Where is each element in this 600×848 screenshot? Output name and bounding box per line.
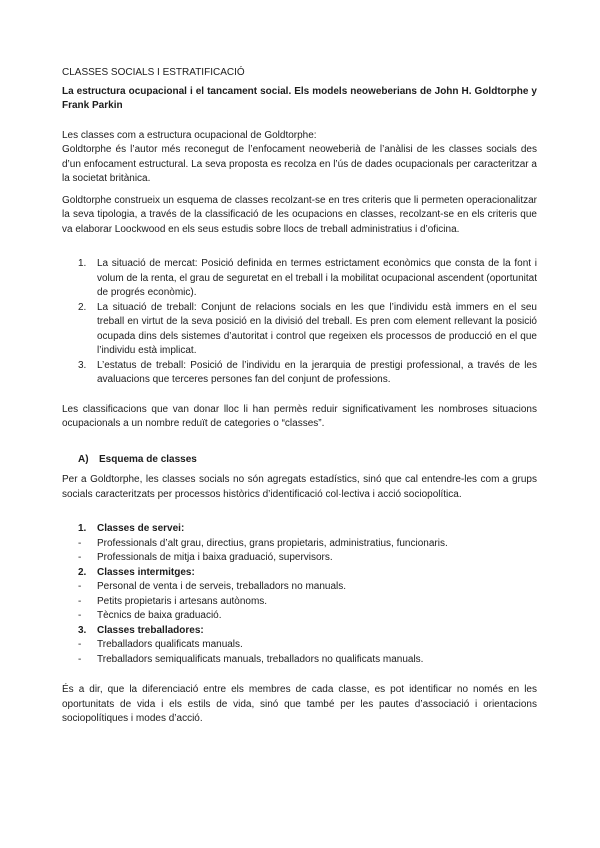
list-number: 1.: [78, 258, 87, 269]
bullet-dash: -: [78, 595, 82, 607]
class-group-item: [78, 638, 537, 653]
section-title: Esquema de classes: [99, 453, 197, 465]
class-item-text: Treballadors semiqualificats manuals, treballadors no qualificats manuals.: [97, 653, 424, 665]
criteria-list: [62, 257, 537, 388]
class-group-title: Classes de servei:: [97, 523, 185, 534]
classification-paragraph: Les classificacions que van donar lloc li han permès reduir significativament les nombroses situacions ocupacionals a un nombre reduït de categories o “classes”.: [62, 403, 537, 429]
intro-lead: Les classes com a estructura ocupacional de Goldtorphe:: [62, 129, 317, 141]
class-group-item: [78, 653, 537, 668]
scheme-paragraph: Goldtorphe construeix un esquema de classes recolzant-se en tres criteris que li permeten operacionalitzar la seva tipologia, a través de la classificació de les ocupacions en classes, recolzant-se en els criteris que va elaborar Loockwood en els seus estudis sobre llocs de treball administratius i d’oficina.: [62, 194, 537, 235]
class-group-title: Classes treballadores:: [97, 624, 204, 636]
document-title: La estructura ocupacional i el tancament social. Els models neoweberians de John H. Goldtorphe y Frank Parkin: [62, 85, 537, 111]
closing-paragraph: És a dir, que la diferenciació entre els membres de cada classe, es pot identificar no només en les oportunitats de vida i els estils de vida, sinó que també per les pautes d’associació i orientacions sociopolítiques i modes d’acció.: [62, 684, 537, 724]
list-number: 2.: [78, 301, 87, 313]
list-number: 2.: [78, 566, 87, 578]
class-group-item: [78, 551, 537, 566]
class-group-item: [78, 537, 537, 552]
class-group-heading: [78, 522, 537, 537]
intro-body: Goldtorphe és l’autor més reconegut de l’enfocament neoweberià de l’anàlisi de les classes socials des d’un enfocament estructural. La seva proposta es recolza en l’ús de dades ocupacionals per caracteritzar a la societat britànica.: [62, 144, 537, 184]
bullet-dash: -: [78, 581, 82, 592]
criteria-text: La situació de treball: Conjunt de relacions socials en les que l’individu està immers en el seu treball en virtut de la seva posició en la divisió del treball. Es pren com element rellevant la posició ocupada dins dels sistemes d’autoritat i control que regeixen els processos de producció en el que l’individu està implicat.: [97, 301, 537, 356]
class-item-text: Treballadors qualificats manuals.: [97, 639, 243, 650]
criteria-text: La situació de mercat: Posició definida en termes estrictament econòmics que consta de la font i volum de la renta, el grau de seguretat en el treball i la mobilitat ocupacional ascendent (oportunitat de progrés econòmic).: [97, 258, 537, 298]
list-number: 3.: [78, 624, 87, 636]
bullet-dash: -: [78, 610, 82, 621]
class-group-item: [78, 595, 537, 610]
class-item-text: Professionals de mitja i baixa graduació, supervisors.: [97, 552, 333, 563]
class-scheme-list: [62, 522, 537, 667]
bullet-dash: -: [78, 552, 82, 563]
section-marker: A): [78, 453, 89, 465]
class-group-item: [78, 609, 537, 624]
class-item-text: Petits propietaris i artesans autònoms.: [97, 595, 268, 607]
class-group-heading: [78, 624, 537, 639]
class-item-text: Personal de venta i de serveis, treballadors no manuals.: [97, 581, 347, 592]
class-group-item: [78, 580, 537, 595]
criteria-item: [78, 257, 537, 301]
bullet-dash: -: [78, 537, 82, 549]
class-group-title: Classes intermitges:: [97, 566, 195, 578]
criteria-item: [78, 359, 537, 388]
bullet-dash: -: [78, 653, 82, 665]
list-number: 3.: [78, 359, 87, 371]
classes-paragraph: Per a Goldtorphe, les classes socials no són agregats estadístics, sinó que cal entendre-les com a grups socials caracteritzats per processos històrics d’identificació col·lectiva i acció sociopolítica.: [62, 474, 537, 500]
document-kicker: CLASSES SOCIALS I ESTRATIFICACIÓ: [62, 67, 245, 78]
criteria-text: L’estatus de treball: Posició de l’individu en la jerarquia de prestigi professional, a través de les avaluacions que terceres persones fan del conjunt de professions.: [97, 359, 537, 385]
class-item-text: Tècnics de baixa graduació.: [97, 610, 222, 621]
criteria-item: [78, 301, 537, 359]
bullet-dash: -: [78, 639, 82, 650]
class-item-text: Professionals d’alt grau, directius, grans propietaris, administratius, funcionaris.: [97, 537, 448, 549]
class-group-heading: [78, 566, 537, 581]
section-heading-a: [78, 453, 537, 468]
list-number: 1.: [78, 523, 87, 534]
